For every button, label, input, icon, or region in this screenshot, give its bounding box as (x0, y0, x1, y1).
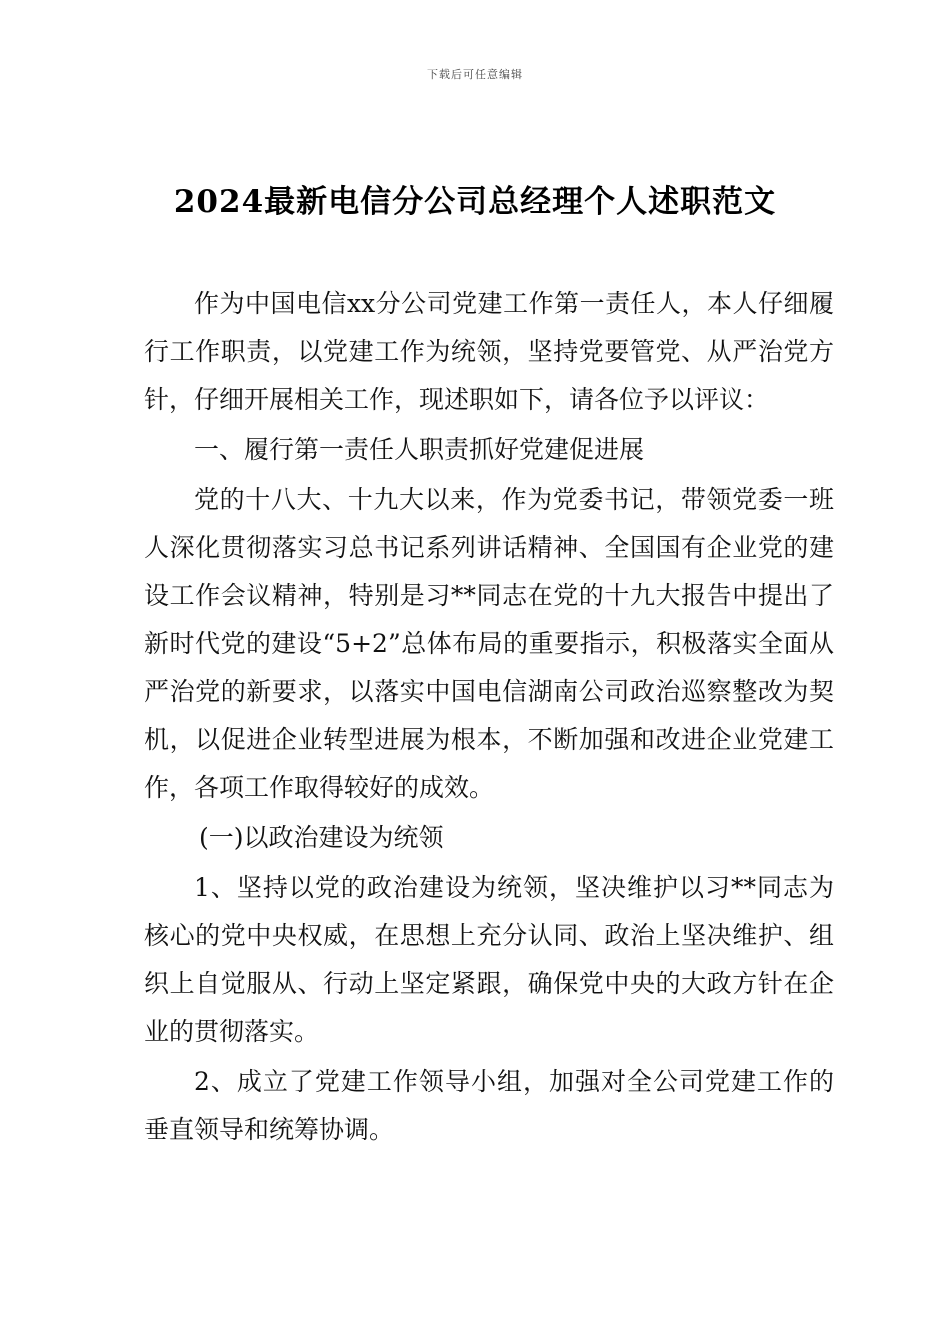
paragraph-item-1: 1、坚持以党的政治建设为统领，坚决维护以习**同志为核心的党中央权威，在思想上充分认同、政治上坚决维护、组织上自觉服从、行动上坚定紧跟，确保党中央的大政方针在企业的贯彻落实。 (144, 873, 834, 1046)
document-title: 2024最新电信分公司总经理个人述职范文 (173, 184, 777, 220)
paragraph-section-1: 党的十八大、十九大以来，作为党委书记，带领党委一班人深化贯彻落实习总书记系列讲话精神、全国国有企业党的建设工作会议精神，特别是习**同志在党的十九大报告中提出了新时代党的建设“5+2”总体布局的重要指示，积极落实全面从严治党的新要求，以落实中国电信湖南公司政治巡察整改为契机，以促进企业转型进展为根本，不断加强和改进企业党建工作，各项工作取得较好的成效。 (144, 485, 834, 802)
document-body (144, 280, 834, 1156)
section-heading-1: 一、履行第一责任人职责抓好党建促进展 (194, 435, 645, 464)
sub-heading-1: (一)以政治建设为统领 (199, 823, 444, 852)
paragraph-intro: 作为中国电信xx分公司党建工作第一责任人，本人仔细履行工作职责，以党建工作为统领，坚持党要管党、从严治党方针，仔细开展相关工作，现述职如下，请各位予以评议： (144, 289, 834, 414)
paragraph-item-2: 2、成立了党建工作领导小组，加强对全公司党建工作的垂直领导和统筹协调。 (144, 1067, 834, 1144)
header-note: 下载后可任意编辑 (427, 68, 523, 81)
